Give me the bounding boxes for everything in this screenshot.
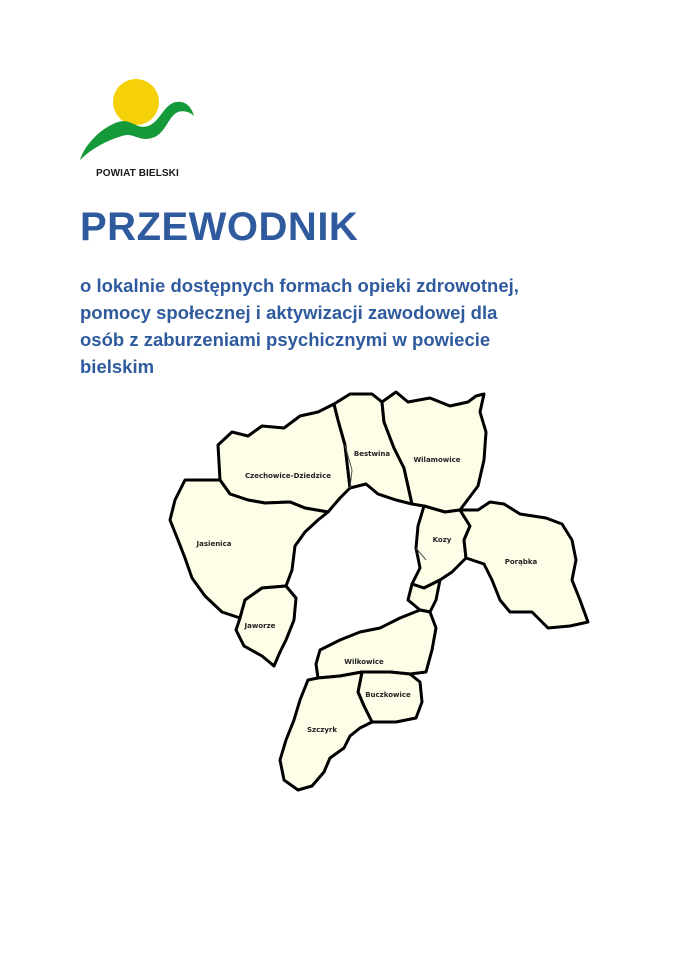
region-label: Szczyrk (306, 726, 338, 734)
subtitle-line: o lokalnie dostępnych formach opieki zdrowotnej, (80, 275, 519, 296)
region-kozy (412, 506, 470, 588)
region-label: Bestwina (353, 450, 391, 458)
logo-text: POWIAT BIELSKI (96, 168, 179, 179)
region-wilkowice (316, 610, 436, 678)
subtitle-line: pomocy społecznej i aktywizacji zawodowej dla (80, 302, 498, 323)
region-label: Kozy (432, 536, 452, 544)
subtitle-line: osób z zaburzeniami psychicznymi w powiecie (80, 329, 491, 350)
region-label: Jaworze (244, 622, 276, 630)
region-label: Jasienica (196, 540, 232, 548)
page-title: PRZEWODNIK (80, 205, 359, 249)
subtitle-line: bielskim (80, 356, 155, 377)
region-label: Wilkowice (344, 658, 384, 666)
region-label: Wilamowice (413, 456, 461, 464)
region-label: Porąbka (504, 558, 538, 566)
region-label: Czechowice-Dziedzice (245, 472, 331, 480)
region-label: Buczkowice (365, 691, 411, 699)
